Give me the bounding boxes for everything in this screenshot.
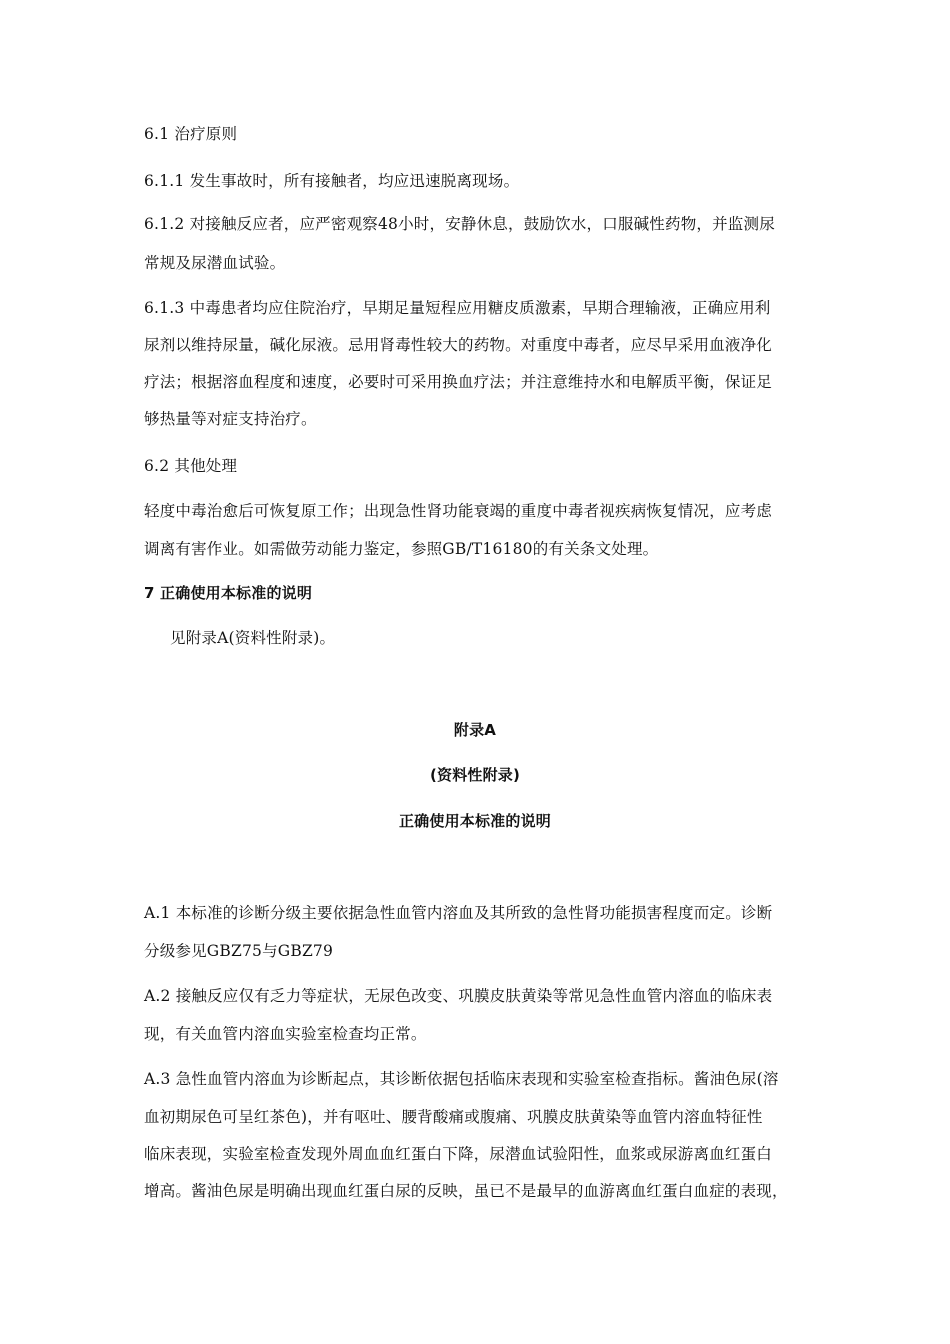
paragraph-6-1-3-line-1: 6.1.3 中毒患者均应住院治疗，早期足量短程应用糖皮质激素，早期合理输液，正确应用利 — [144, 299, 771, 317]
section-6-2-heading: 6.2 其他处理 — [144, 457, 238, 475]
section-7-heading: 7 正确使用本标准的说明 — [144, 584, 313, 602]
paragraph-6-1-2-line-2: 常规及尿潜血试验。 — [144, 254, 286, 272]
paragraph-a3-line-3: 临床表现，实验室检查发现外周血血红蛋白下降，尿潜血试验阳性，血浆或尿游离血红蛋白 — [144, 1145, 773, 1163]
paragraph-6-1-2-line-1: 6.1.2 对接触反应者，应严密观察48小时，安静休息，鼓励饮水，口服碱性药物，并监测尿 — [144, 215, 775, 233]
paragraph-a3-line-4: 增高。酱油色尿是明确出现血红蛋白尿的反映，虽已不是最早的血游离血红蛋白血症的表现， — [144, 1182, 788, 1200]
paragraph-6-2-line-2: 调离有害作业。如需做劳动能力鉴定，参照GB/T16180的有关条文处理。 — [144, 540, 659, 558]
appendix-title: 附录A — [453, 721, 497, 739]
paragraph-a2-line-2: 现，有关血管内溶血实验室检查均正常。 — [144, 1025, 427, 1043]
section-7-body: 见附录A(资料性附录)。 — [170, 629, 336, 647]
paragraph-6-1-3-line-3: 疗法；根据溶血程度和速度，必要时可采用换血疗法；并注意维持水和电解质平衡，保证足 — [144, 373, 773, 391]
appendix-subtitle: (资料性附录) — [429, 766, 521, 784]
paragraph-a2-line-1: A.2 接触反应仅有乏力等症状，无尿色改变、巩膜皮肤黄染等常见急性血管内溶血的临床表 — [144, 987, 773, 1005]
paragraph-a1-line-1: A.1 本标准的诊断分级主要依据急性血管内溶血及其所致的急性肾功能损害程度而定。诊断 — [144, 904, 773, 922]
appendix-heading: 正确使用本标准的说明 — [398, 812, 551, 830]
paragraph-a3-line-1: A.3 急性血管内溶血为诊断起点，其诊断依据包括临床表现和实验室检查指标。酱油色尿(溶 — [144, 1070, 779, 1088]
section-6-1-heading: 6.1 治疗原则 — [144, 125, 238, 143]
paragraph-a1-line-2: 分级参见GBZ75与GBZ79 — [144, 942, 334, 960]
paragraph-6-1-3-line-4: 够热量等对症支持治疗。 — [144, 410, 317, 428]
paragraph-a3-line-2: 血初期尿色可呈红茶色)，并有呕吐、腰背酸痛或腹痛、巩膜皮肤黄染等血管内溶血特征性 — [144, 1108, 763, 1126]
paragraph-6-1-3-line-2: 尿剂以维持尿量，碱化尿液。忌用肾毒性较大的药物。对重度中毒者，应尽早采用血液净化 — [144, 336, 773, 354]
paragraph-6-2-line-1: 轻度中毒治愈后可恢复原工作；出现急性肾功能衰竭的重度中毒者视疾病恢复情况，应考虑 — [144, 502, 773, 520]
paragraph-6-1-1: 6.1.1 发生事故时，所有接触者，均应迅速脱离现场。 — [144, 172, 520, 190]
